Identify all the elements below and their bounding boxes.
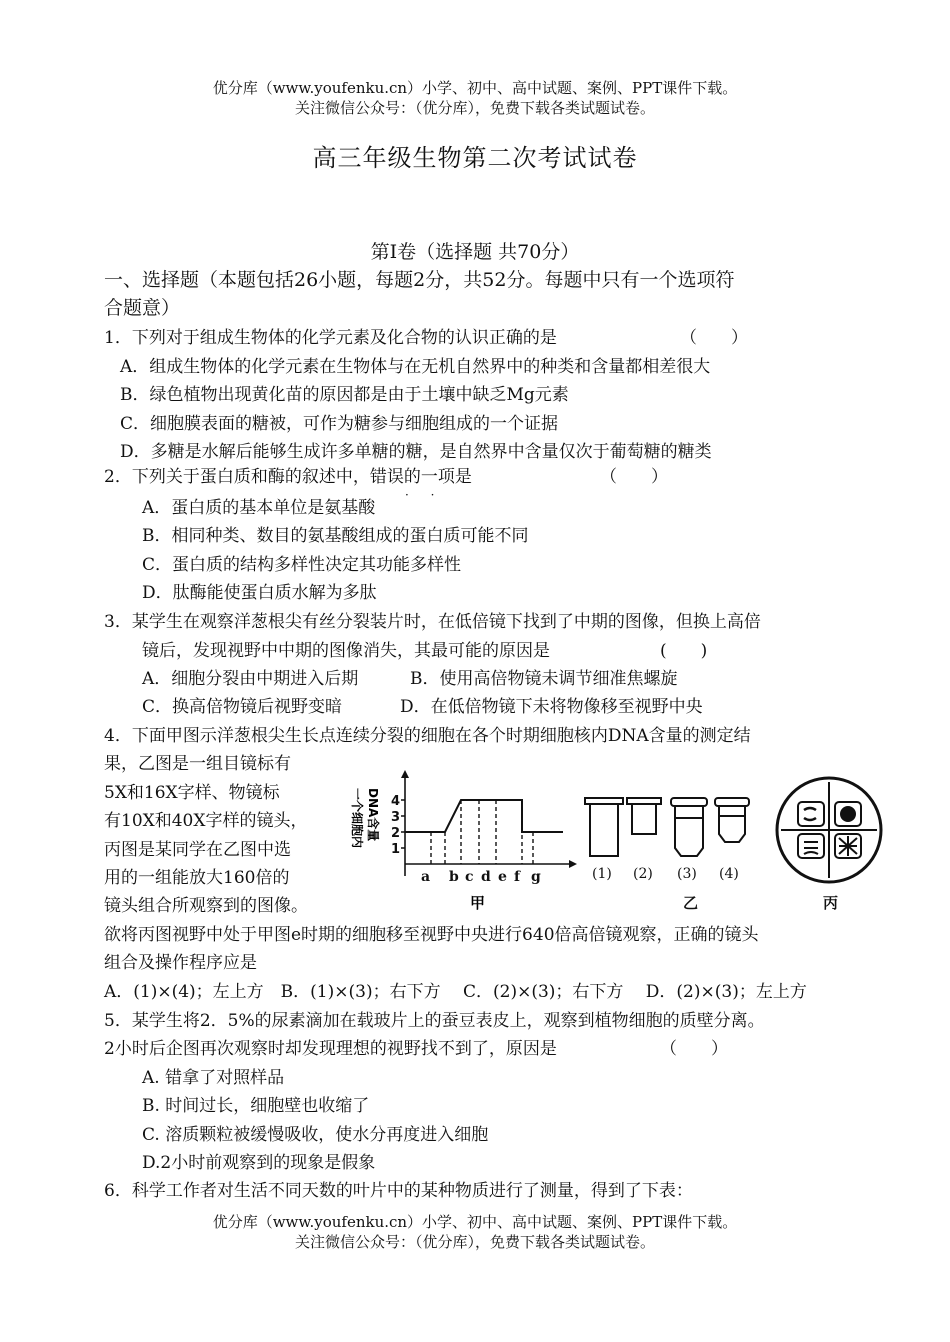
lens-label-4: (4): [719, 866, 739, 882]
cell-bottom-right-chromosomes: [839, 836, 857, 856]
part1-intro-a: 一、选择题（本题包括26小题，每题2分，共52分。每题中只有一个选项符: [104, 269, 735, 291]
chart-jia: [350, 770, 577, 912]
q1-option-a: A．组成生物体的化学元素在生物体与在无机自然界中的种类和含量都相差很大: [120, 357, 711, 377]
x-tick-label-e: e: [498, 869, 507, 885]
q5-option-d: D.2小时前观察到的现象是假象: [142, 1153, 376, 1173]
eyepiece-2-body: [632, 804, 656, 834]
cell-top-left-chromosomes: [804, 808, 816, 820]
q5-line-1: 5．某学生将2．5%的尿素滴加在载玻片上的蚕豆表皮上，观察到植物细胞的质壁分离。: [104, 1011, 765, 1031]
q4-figure: [345, 768, 905, 918]
q5-option-b: B. 时间过长，细胞壁也收缩了: [142, 1096, 370, 1116]
objective-3-rim: [671, 798, 707, 806]
section-heading: 第Ⅰ卷（选择题 共70分）: [370, 241, 580, 263]
q4-line-4: 有10X和40X字样的镜头，: [104, 811, 308, 831]
q2-option-a: A．蛋白质的基本单位是氨基酸: [142, 498, 376, 518]
y-tick-label: 1: [391, 842, 401, 857]
q4-line-6: 用的一组能放大160倍的: [104, 868, 290, 888]
chart-y-arrow: [401, 770, 409, 778]
q3-stem-a: 3．某学生在观察洋葱根尖有丝分裂装片时，在低倍镜下找到了中期的图像，但换上高倍: [104, 612, 761, 632]
x-tick-label-d: d: [481, 869, 491, 885]
q4-line-9: 组合及操作程序应是: [104, 953, 257, 973]
q2-option-d: D．肽酶能使蛋白质水解为多肽: [142, 583, 377, 603]
x-tick-label-f: f: [514, 869, 521, 885]
footer-line-2: 关注微信公众号：（优分库），免费下载各类试题试卷。: [294, 1233, 655, 1251]
field-of-view-bing: [777, 778, 881, 912]
chart-ylabel-b: 一个细胞内: [350, 788, 364, 849]
cell-top-right-nucleus: [840, 806, 856, 822]
chart-x-arrow: [569, 860, 577, 868]
lens-label-1: (1): [592, 866, 612, 882]
y-tick-label: 3: [391, 810, 401, 825]
objective-3-body: [675, 806, 703, 856]
x-tick-label-a: a: [421, 869, 431, 885]
q2-emphasis: 错误: [369, 467, 404, 487]
q3-option-b: B．使用高倍物镜未调节细准焦螺旋: [410, 669, 678, 689]
q3-option-c: C．换高倍物镜后视野变暗: [142, 697, 343, 717]
q4-line-1: 4．下面甲图示洋葱根尖生长点连续分裂的细胞在各个时期细胞核内DNA含量的测定结: [104, 726, 751, 746]
q2-option-b: B．相同种类、数目的氨基酸组成的蛋白质可能不同: [142, 526, 529, 546]
panel-label-bing: 丙: [823, 894, 839, 912]
y-tick-label: 2: [391, 826, 401, 841]
header-line-1: 优分库（www.youfenku.cn）小学、初中、高中试题、案例、PPT课件下载。: [212, 79, 738, 97]
eyepiece-1-body: [590, 804, 618, 856]
q5-line-2: 2小时后企图再次观察时却发现理想的视野找不到了，原因是: [104, 1039, 557, 1059]
q1-answer-paren: （ ）: [680, 328, 748, 348]
q1-stem: 1．下列对于组成生物体的化学元素及化合物的认识正确的是: [104, 328, 557, 348]
q3-option-a: A．细胞分裂由中期进入后期: [142, 669, 359, 689]
cell-bottom-left-plate: [804, 842, 818, 854]
q3-option-d: D．在低倍物镜下未将物像移至视野中央: [400, 697, 703, 717]
q2-emphasis-dots: · ·: [405, 488, 444, 502]
q4-line-5: 丙图是某同学在乙图中选: [104, 840, 291, 860]
lens-label-2: (2): [633, 866, 653, 882]
q1-option-c: C．细胞膜表面的糖被，可作为糖参与细胞组成的一个证据: [120, 414, 559, 434]
page-title: 高三年级生物第二次考试试卷: [312, 144, 638, 172]
q5-answer-paren: （ ）: [660, 1039, 728, 1059]
q3-stem-b: 镜后，发现视野中中期的图像消失，其最可能的原因是: [142, 641, 550, 661]
header-line-2: 关注微信公众号：（优分库），免费下载各类试题试卷。: [294, 99, 655, 117]
objective-4-body: [719, 806, 745, 842]
chart-ylabel-a: DNA含量: [366, 788, 380, 842]
panel-label-yi: 乙: [683, 894, 699, 912]
q5-option-c: C. 溶质颗粒被缓慢吸收，使水分再度进入细胞: [142, 1125, 489, 1145]
q1-option-b: B．绿色植物出现黄化苗的原因都是由于土壤中缺乏Mg元素: [120, 385, 569, 405]
q5-option-a: A. 错拿了对照样品: [142, 1068, 285, 1088]
q4-line-8: 欲将丙图视野中处于甲图e时期的细胞移至视野中央进行640倍高倍镜观察，正确的镜头: [104, 925, 759, 945]
q4-options: A．(1)×(4)；左上方 B．(1)×(3)；右下方 C．(2)×(3)；右下方 D．(2)×(3)；左上方: [104, 982, 807, 1002]
cell-top-left: [798, 802, 824, 826]
x-tick-label-c: c: [465, 869, 474, 885]
panel-label-jia: 甲: [470, 894, 486, 912]
chart-y-ticks: [391, 794, 405, 857]
q1-option-d: D．多糖是水解后能够生成许多单糖的糖，是自然界中含量仅次于葡萄糖的糖类: [120, 442, 712, 462]
part1-intro-b: 合题意）: [104, 297, 181, 319]
q4-line-7: 镜头组合所观察到的图像。: [104, 896, 308, 916]
lens-label-3: (3): [677, 866, 697, 882]
q3-answer-paren: ( ): [660, 641, 708, 661]
chart-x-ticks: [421, 869, 541, 885]
q2-stem: 2．下列关于蛋白质和酶的叙述中，错误的一项是: [104, 467, 472, 487]
chart-series: [405, 800, 563, 864]
x-tick-label-g: g: [531, 869, 541, 885]
q4-line-2: 果，乙图是一组目镜标有: [104, 754, 291, 774]
y-tick-label: 4: [391, 794, 401, 809]
q2-option-c: C．蛋白质的结构多样性决定其功能多样性: [142, 555, 462, 575]
lens-set-yi: [585, 798, 749, 856]
x-tick-label-b: b: [449, 869, 459, 885]
q2-answer-paren: （ ）: [600, 467, 668, 487]
objective-4-rim: [715, 798, 749, 806]
q4-line-3: 5X和16X字样、物镜标: [104, 783, 280, 803]
q6-stem: 6．科学工作者对生活不同天数的叶片中的某种物质进行了测量，得到了下表：: [104, 1181, 693, 1201]
dna-content-line: [405, 800, 563, 832]
footer-line-1: 优分库（www.youfenku.cn）小学、初中、高中试题、案例、PPT课件下载。: [212, 1213, 738, 1231]
cell-bottom-left: [798, 834, 824, 858]
